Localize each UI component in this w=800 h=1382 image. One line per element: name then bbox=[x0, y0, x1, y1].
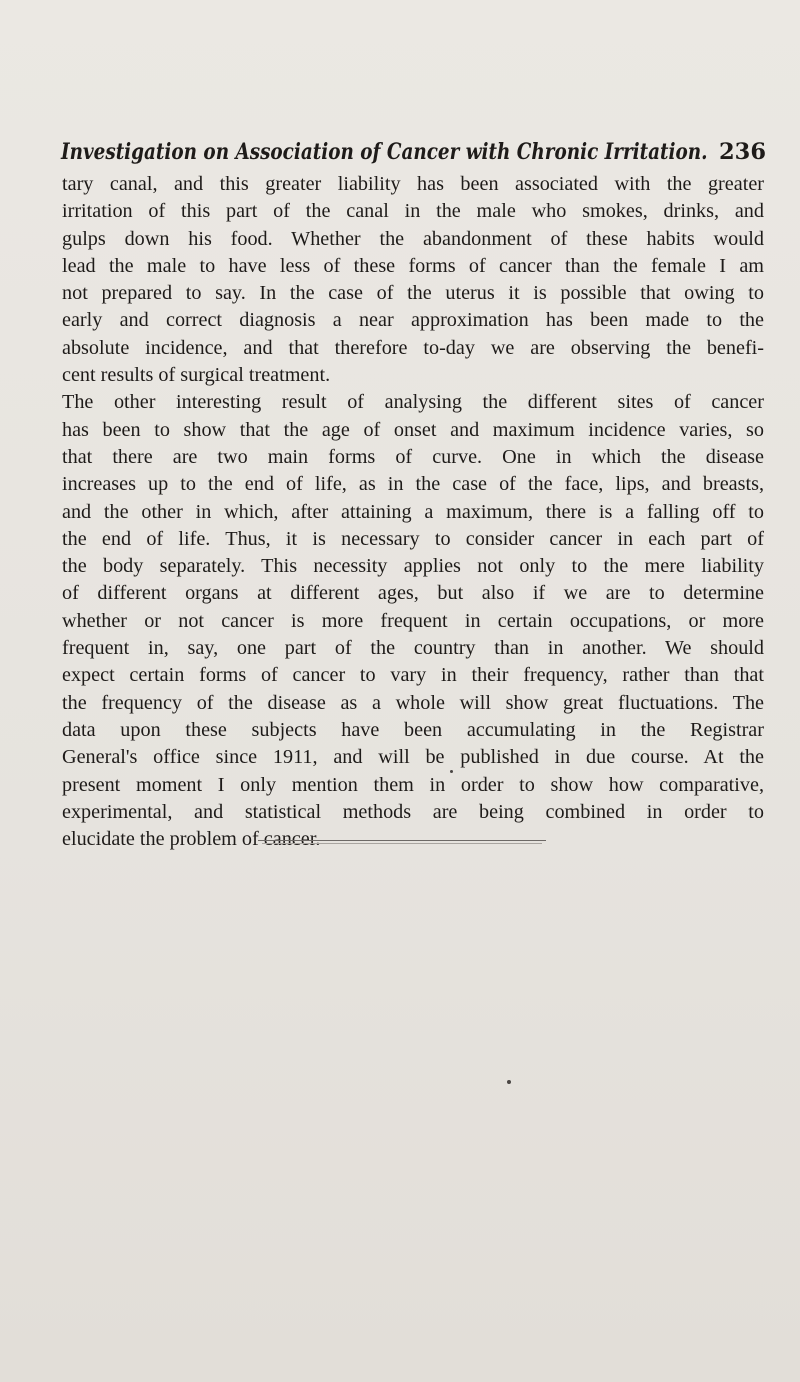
text-line: data upon these subjects have been accumulating in the Registrar bbox=[62, 718, 764, 741]
text-line: the end of life. Thus, it is necessary to consider cancer in each part of bbox=[62, 527, 764, 550]
text-line: expect certain forms of cancer to vary in their frequency, rather than that bbox=[62, 664, 764, 687]
text-line: irritation of this part of the canal in the male who smokes, drinks, and bbox=[62, 200, 764, 223]
ink-fleck bbox=[507, 1080, 511, 1084]
running-head-title: Investigation on Association of Cancer with Chronic Irritation. bbox=[61, 139, 708, 165]
text-line: whether or not cancer is more frequent in certain occupations, or more bbox=[62, 609, 764, 632]
text-line: present moment I only mention them in order to show how comparative, bbox=[62, 773, 764, 796]
running-head bbox=[61, 132, 766, 172]
text-line: experimental, and statistical methods are being combined in order to bbox=[62, 800, 764, 823]
text-line: lead the male to have less of these forms of cancer than the female I am bbox=[62, 254, 764, 277]
text-line: not prepared to say. In the case of the uterus it is possible that owing to bbox=[62, 282, 764, 305]
text-line: early and correct diagnosis a near approximation has been made to the bbox=[62, 309, 764, 332]
section-rule bbox=[258, 840, 546, 841]
text-line: General's office since 1911, and will be published in due course. At the bbox=[62, 746, 764, 769]
body-text bbox=[62, 171, 764, 853]
text-line: the frequency of the disease as a whole will show great fluctuations. The bbox=[62, 691, 764, 714]
text-line: has been to show that the age of onset and maximum incidence varies, so bbox=[62, 418, 764, 441]
text-line: tary canal, and this greater liability has been associated with the greater bbox=[62, 173, 764, 195]
text-line: increases up to the end of life, as in the case of the face, lips, and breasts, bbox=[62, 473, 764, 496]
section-rule-shadow bbox=[262, 843, 542, 844]
text-line: and the other in which, after attaining a maximum, there is a falling off to bbox=[62, 500, 764, 523]
text-line: frequent in, say, one part of the country than in another. We should bbox=[62, 637, 764, 660]
text-line: absolute incidence, and that therefore to-day we are observing the benefi- bbox=[62, 336, 764, 359]
text-line: that there are two main forms of curve. One in which the disease bbox=[62, 445, 764, 468]
ink-fleck bbox=[450, 770, 453, 773]
paragraph-end-line: elucidate the problem of cancer. bbox=[62, 828, 321, 851]
paragraph-end-line: cent results of surgical treatment. bbox=[62, 364, 331, 387]
text-line: gulps down his food. Whether the abandonment of these habits would bbox=[62, 227, 764, 250]
text-line: the body separately. This necessity applies not only to the mere liability bbox=[62, 555, 764, 578]
page-number: 236 bbox=[719, 139, 766, 165]
text-line: of different organs at different ages, but also if we are to determine bbox=[62, 582, 764, 605]
paragraph-start-line: The other interesting result of analysing the different sites of cancer bbox=[62, 391, 764, 414]
